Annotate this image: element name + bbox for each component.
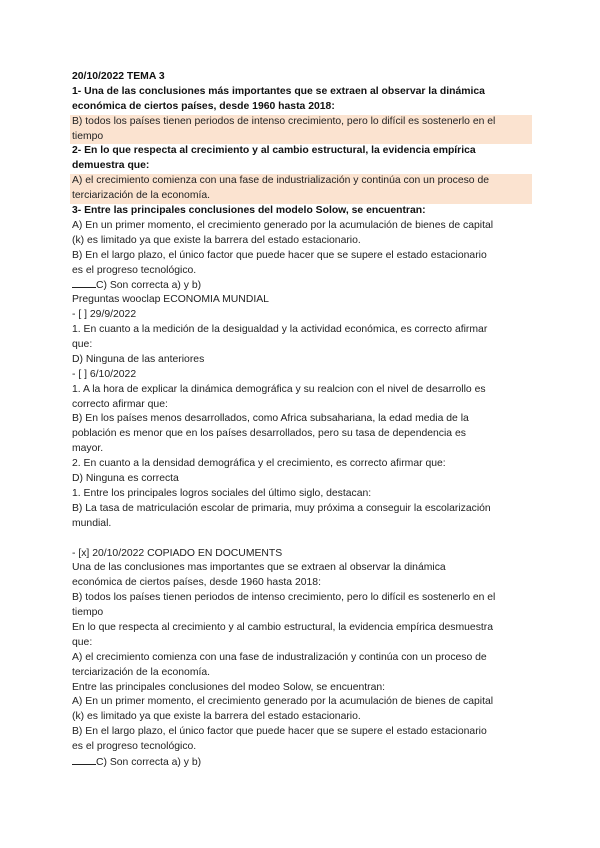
text-line <box>72 442 530 457</box>
line-text: mundial. <box>72 517 112 529</box>
line-text: C) Son correcta a) y b) <box>96 280 202 292</box>
line-text: (k) es limitado ya que existe la barrera del estado estacionario. <box>72 711 361 723</box>
line-text: D) Ninguna es correcta <box>72 473 179 485</box>
text-line <box>72 383 530 398</box>
line-text: es el progreso tecnológico. <box>72 264 197 276</box>
text-line <box>72 725 530 740</box>
line-text: 3- Entre las principales conclusiones del modelo Solow, se encuentran: <box>72 205 426 217</box>
line-text: D) Ninguna de las anteriores <box>72 353 205 365</box>
line-text: económica de ciertos países, desde 1960 hasta 2018: <box>72 100 335 112</box>
line-text: Preguntas wooclap ECONOMIA MUNDIAL <box>72 294 269 306</box>
text-line <box>72 249 530 264</box>
line-text: es el progreso tecnológico. <box>72 741 197 753</box>
blank-underline <box>72 755 96 765</box>
line-text: Entre las principales conclusiones del modeo Solow, se encuentran: <box>72 681 386 693</box>
line-text: 1- Una de las conclusiones más importantes que se extraen al observar la dinámica <box>72 85 485 97</box>
line-text: 2- En lo que respecta al crecimiento y al cambio estructural, la evidencia empírica <box>72 145 476 157</box>
text-line <box>72 264 530 279</box>
highlighted-answer-line <box>70 130 532 145</box>
text-line <box>72 517 530 532</box>
text-line <box>72 547 530 562</box>
line-text: mayor. <box>72 443 104 455</box>
highlighted-answer-line <box>70 189 532 204</box>
line-text: tiempo <box>72 607 104 619</box>
line-text: económica de ciertos países, desde 1960 hasta 2018: <box>72 577 321 589</box>
text-line <box>72 695 530 710</box>
text-line <box>72 368 530 383</box>
document-body <box>72 70 530 770</box>
question-line <box>72 204 530 219</box>
question-line <box>72 70 530 85</box>
text-line <box>72 636 530 651</box>
text-line <box>72 502 530 517</box>
text-line <box>72 487 530 502</box>
text-line <box>72 561 530 576</box>
line-text: - [ ] 29/9/2022 <box>72 309 137 321</box>
line-text: - [ ] 6/10/2022 <box>72 368 137 380</box>
text-line <box>72 398 530 413</box>
line-text: A) En un primer momento, el crecimiento generado por la acumulación de bienes de capital <box>72 219 494 231</box>
text-line <box>72 576 530 591</box>
line-text: terciarización de la economía. <box>72 190 211 202</box>
line-text: que: <box>72 636 93 648</box>
line-text: terciarización de la economía. <box>72 666 211 678</box>
question-line <box>72 85 530 100</box>
question-line <box>72 144 530 159</box>
text-line <box>72 606 530 621</box>
line-text: (k) es limitado ya que existe la barrera del estado estacionario. <box>72 234 361 246</box>
text-line <box>72 412 530 427</box>
blank-underline <box>72 278 96 288</box>
line-text: B) La tasa de matriculación escolar de primaria, muy próxima a conseguir la escolarización <box>72 502 491 514</box>
line-text: demuestra que: <box>72 160 150 172</box>
line-text: correcto afirmar que: <box>72 398 168 410</box>
line-text: tiempo <box>72 130 104 142</box>
line-text: B) En el largo plazo, el único factor que puede hacer que se supere el estado estacionario <box>72 249 487 261</box>
text-line <box>72 472 530 487</box>
text-line <box>72 666 530 681</box>
line-text: En lo que respecta al crecimiento y al cambio estructural, la evidencia empírica desmuestra <box>72 621 494 633</box>
line-text: 1. Entre los principales logros sociales del último siglo, destacan: <box>72 487 372 499</box>
line-text: 1. A la hora de explicar la dinámica demográfica y su realcion con el nivel de desarrollo es <box>72 383 486 395</box>
text-line <box>72 308 530 323</box>
text-line <box>72 681 530 696</box>
text-line <box>72 427 530 442</box>
line-text: Una de las conclusiones mas importantes que se extraen al observar la dinámica <box>72 562 446 574</box>
line-text: 2. En cuanto a la densidad demográfica y el crecimiento, es correcto afirmar que: <box>72 458 446 470</box>
line-text: que: <box>72 339 93 351</box>
question-line <box>72 159 530 174</box>
text-line <box>72 651 530 666</box>
line-text: B) En los países menos desarrollados, como Africa subsahariana, la edad media de la <box>72 413 469 425</box>
text-line <box>72 323 530 338</box>
highlighted-answer-line <box>70 115 532 130</box>
highlighted-answer-line <box>70 174 532 189</box>
line-text: población es menor que en los países desarrollados, pero su tasa de dependencia es <box>72 428 466 440</box>
text-line <box>72 338 530 353</box>
text-line <box>72 219 530 234</box>
text-line <box>72 457 530 472</box>
text-line <box>72 755 530 770</box>
line-text: A) el crecimiento comienza con una fase de industrialización y continúa con un proceso de <box>72 175 490 187</box>
text-line <box>72 278 530 293</box>
line-text: B) todos los países tienen periodos de intenso crecimiento, pero lo difícil es sostenerlo en el <box>72 115 496 127</box>
text-line <box>72 710 530 725</box>
blank-line <box>72 532 530 547</box>
text-line <box>72 740 530 755</box>
line-text: B) todos los países tienen periodos de intenso crecimiento, pero lo difícil es sostenerlo en el <box>72 592 496 604</box>
text-line <box>72 591 530 606</box>
text-line <box>72 234 530 249</box>
line-text: C) Son correcta a) y b) <box>96 756 202 768</box>
line-text: A) En un primer momento, el crecimiento generado por la acumulación de bienes de capital <box>72 696 494 708</box>
line-text: 20/10/2022 TEMA 3 <box>72 71 165 82</box>
line-text: A) el crecimiento comienza con una fase de industralización y continúa con un proceso de <box>72 651 487 663</box>
text-line <box>72 353 530 368</box>
line-text: B) En el largo plazo, el único factor que puede hacer que se supere el estado estacionario <box>72 726 487 738</box>
line-text: - [x] 20/10/2022 COPIADO EN DOCUMENTS <box>72 547 283 559</box>
text-line <box>72 621 530 636</box>
line-text: 1. En cuanto a la medición de la desigualdad y la actividad económica, es correcto afirmar <box>72 324 488 336</box>
text-line <box>72 293 530 308</box>
question-line <box>72 100 530 115</box>
